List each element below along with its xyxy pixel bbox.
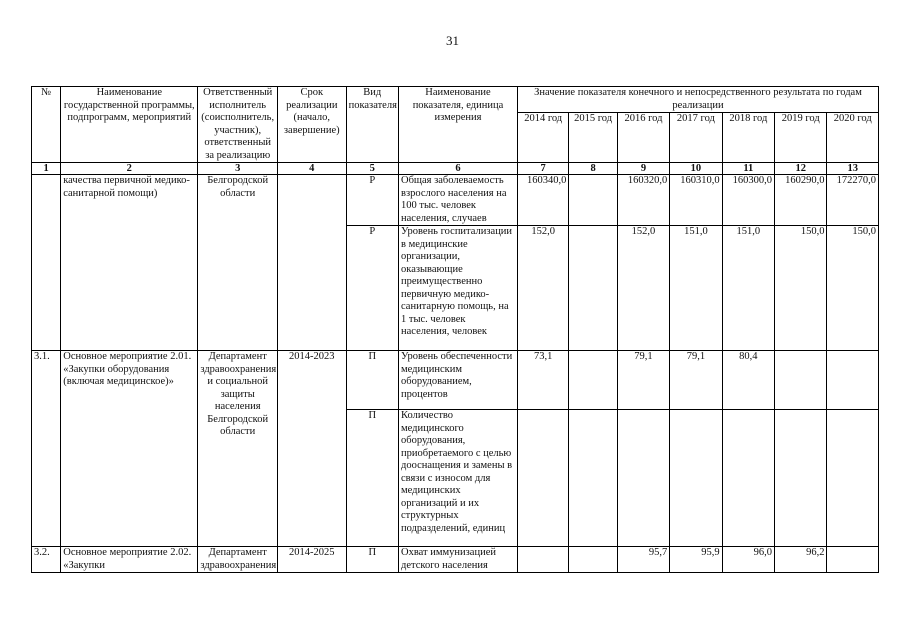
row-term: 2014-2023 (278, 351, 347, 547)
column-number: 8 (569, 163, 617, 175)
indicator-kind: Р (346, 175, 398, 226)
indicator-value (569, 175, 617, 226)
indicator-value: 73,1 (517, 351, 568, 410)
header-values-group: Значение показателя конечного и непосредственного результата по годам реализации (517, 87, 878, 113)
indicator-value: 152,0 (517, 226, 568, 351)
indicator-value: 150,0 (775, 226, 827, 351)
indicator-value (827, 351, 879, 410)
indicator-kind: П (346, 351, 398, 410)
indicator-value (670, 410, 722, 547)
indicator-kind: П (346, 547, 398, 573)
indicator-value (827, 410, 879, 547)
column-number: 13 (827, 163, 879, 175)
indicator-value: 80,4 (722, 351, 774, 410)
indicator-value: 152,0 (617, 226, 669, 351)
indicator-value: 172270,0 (827, 175, 879, 226)
page-number: 31 (446, 33, 459, 48)
header-num: № (32, 87, 61, 163)
program-indicators-table (31, 86, 879, 573)
indicator-name: Охват иммунизацией детского населения (399, 547, 518, 573)
table-row (32, 351, 879, 410)
row-program: Основное мероприятие 2.02. «Закупки (61, 547, 198, 573)
table-row (32, 547, 879, 573)
column-number: 6 (399, 163, 518, 175)
header-year: 2018 год (722, 113, 774, 163)
indicator-value (517, 410, 568, 547)
column-number: 1 (32, 163, 61, 175)
indicator-value: 95,7 (617, 547, 669, 573)
column-number: 5 (346, 163, 398, 175)
row-responsible: Департамент здравоохранения и социальной защиты населения Белгородской области (198, 351, 278, 547)
header-year: 2014 год (517, 113, 568, 163)
row-num: 3.2. (32, 547, 61, 573)
header-responsible: Ответственный исполнитель (соисполнитель, участник), ответственный за реализацию (198, 87, 278, 163)
indicator-kind: Р (346, 226, 398, 351)
indicator-value (569, 547, 617, 573)
row-program: качества первичной медико-санитарной помощи) (61, 175, 198, 351)
indicator-value (569, 351, 617, 410)
indicator-value (775, 351, 827, 410)
column-number: 12 (775, 163, 827, 175)
indicator-value: 95,9 (670, 547, 722, 573)
indicator-value: 79,1 (617, 351, 669, 410)
indicator-value (775, 410, 827, 547)
indicator-value: 151,0 (722, 226, 774, 351)
header-term: Срок реализации (начало, завершение) (278, 87, 347, 163)
indicator-value: 150,0 (827, 226, 879, 351)
indicator-name: Количество медицинского оборудования, приобретаемого с целью дооснащения и замены в связи с износом для медицинских организаций и их структурных подразделений, единиц (399, 410, 518, 547)
header-year: 2015 год (569, 113, 617, 163)
indicator-name: Общая заболеваемость взрослого населения на 100 тыс. человек населения, случаев (399, 175, 518, 226)
header-row-1 (32, 87, 879, 113)
header-program: Наименование государственной программы, подпрограмм, мероприятий (61, 87, 198, 163)
header-year: 2019 год (775, 113, 827, 163)
indicator-value (569, 410, 617, 547)
indicator-value: 96,2 (775, 547, 827, 573)
indicator-kind: П (346, 410, 398, 547)
column-number: 9 (617, 163, 669, 175)
header-year: 2016 год (617, 113, 669, 163)
row-num: 3.1. (32, 351, 61, 547)
header-kind: Вид показателя (346, 87, 398, 163)
indicator-value (617, 410, 669, 547)
row-num (32, 175, 61, 351)
indicator-name: Уровень обеспеченности медицинским оборудованием, процентов (399, 351, 518, 410)
column-number: 7 (517, 163, 568, 175)
indicator-value: 160300,0 (722, 175, 774, 226)
column-number: 2 (61, 163, 198, 175)
table-row (32, 175, 879, 226)
indicator-value: 160310,0 (670, 175, 722, 226)
indicator-value: 160320,0 (617, 175, 669, 226)
indicator-value (722, 410, 774, 547)
indicator-value (517, 547, 568, 573)
row-term (278, 175, 347, 351)
column-number: 11 (722, 163, 774, 175)
indicator-value: 96,0 (722, 547, 774, 573)
indicator-value (827, 547, 879, 573)
header-indicator: Наименование показателя, единица измерения (399, 87, 518, 163)
row-responsible: Белгородской области (198, 175, 278, 351)
row-program: Основное мероприятие 2.01. «Закупки оборудования (включая медицинское)» (61, 351, 198, 547)
indicator-value: 160290,0 (775, 175, 827, 226)
indicator-value: 151,0 (670, 226, 722, 351)
indicator-value: 79,1 (670, 351, 722, 410)
indicator-name: Уровень госпитализации в медицинские организации, оказывающие преимущественно первичную медико-санитарную помощь, на 1 тыс. человек населения, человек (399, 226, 518, 351)
header-year: 2020 год (827, 113, 879, 163)
indicator-value (569, 226, 617, 351)
row-term: 2014-2025 (278, 547, 347, 573)
column-numbers-row (32, 163, 879, 175)
column-number: 4 (278, 163, 347, 175)
indicator-value: 160340,0 (517, 175, 568, 226)
column-number: 3 (198, 163, 278, 175)
header-year: 2017 год (670, 113, 722, 163)
column-number: 10 (670, 163, 722, 175)
row-responsible: Департамент здравоохранения (198, 547, 278, 573)
